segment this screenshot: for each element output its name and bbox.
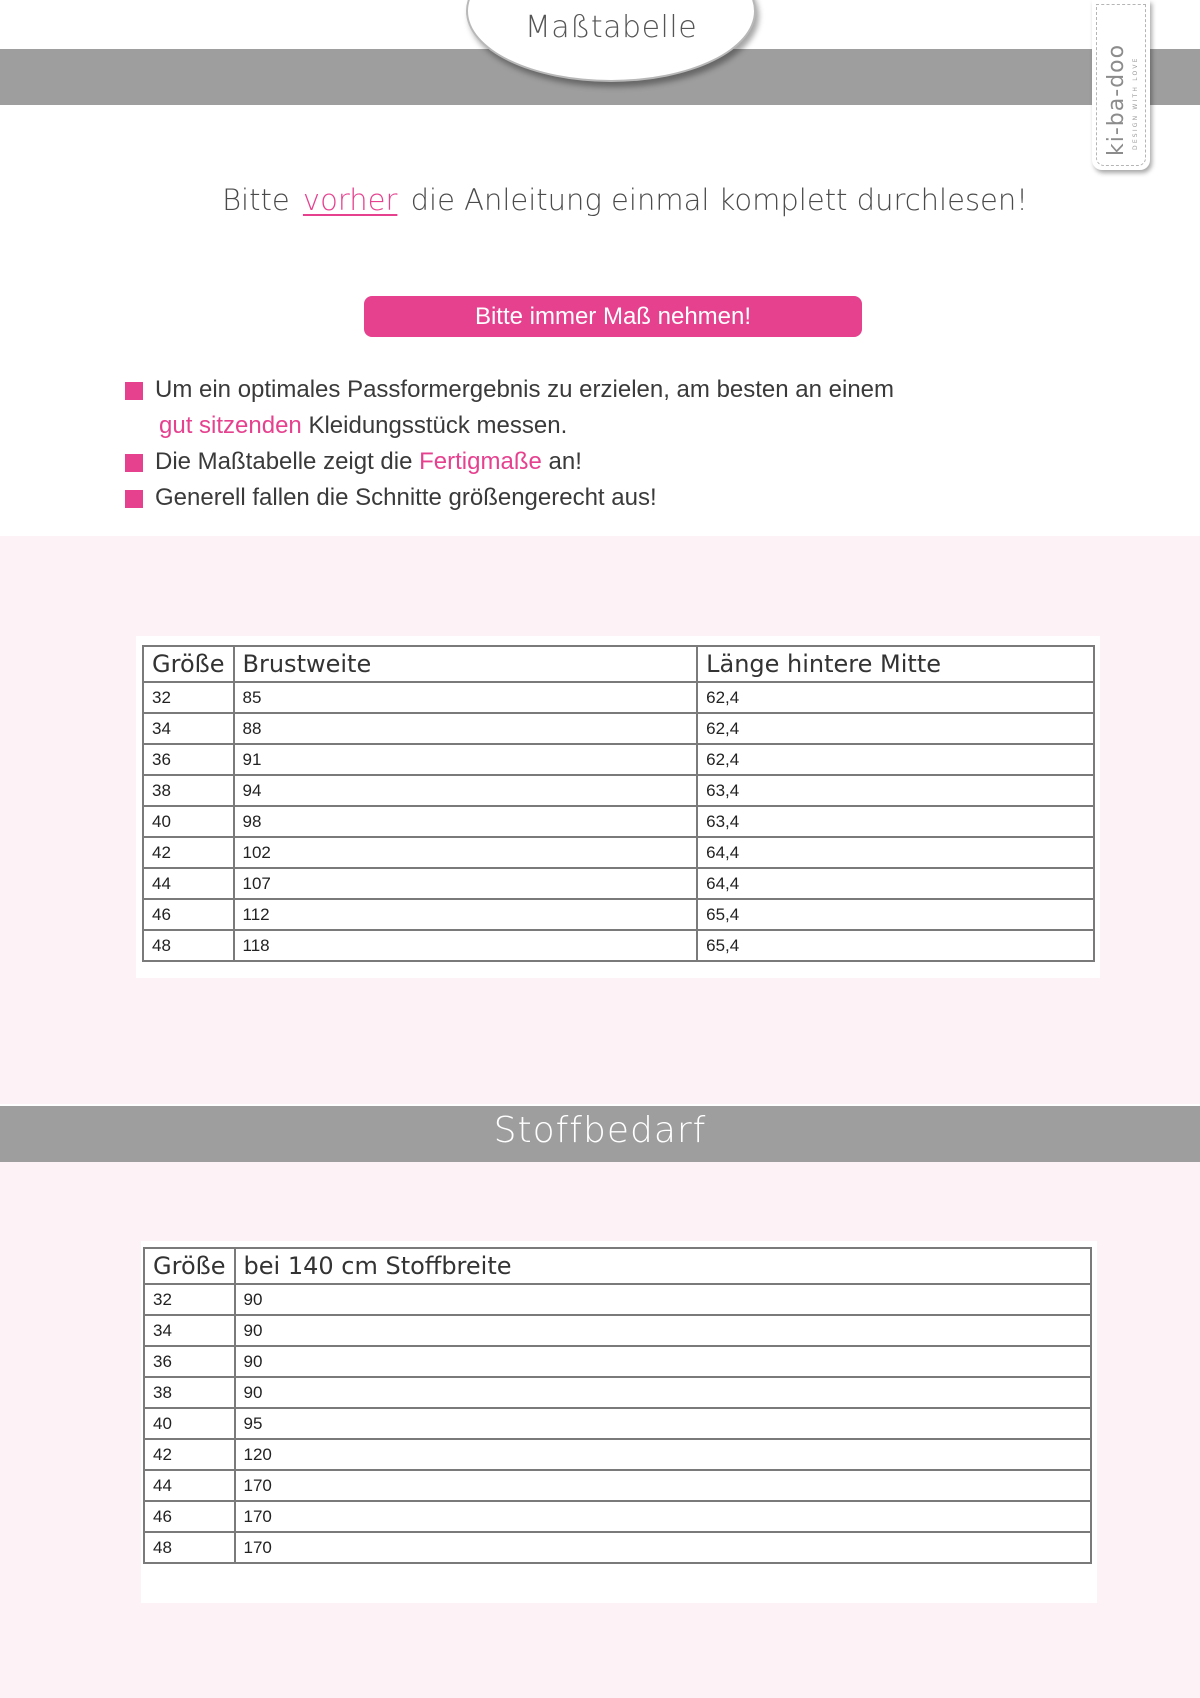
column-header: Brustweite <box>234 646 698 682</box>
bullet-highlight: gut sitzenden <box>159 412 302 439</box>
table-row <box>144 1408 1091 1439</box>
notice-banner: Bitte immer Maß nehmen! <box>364 296 862 337</box>
table-cell: 44 <box>144 1470 235 1501</box>
column-header: Größe <box>144 1248 235 1284</box>
table-cell: 120 <box>235 1439 1091 1470</box>
table-row <box>144 1532 1091 1563</box>
table-header-row <box>143 646 1094 682</box>
table-cell: 34 <box>144 1315 235 1346</box>
fabric-section-title: Stoffbedarf <box>493 1110 707 1151</box>
bullet-text: Um ein optimales Passformergebnis zu erzielen, am besten an einem <box>155 376 895 403</box>
table-cell: 88 <box>234 713 698 744</box>
instruction-list <box>125 372 1025 516</box>
table-cell: 170 <box>235 1470 1091 1501</box>
table-cell: 62,4 <box>697 744 1094 775</box>
table-cell: 85 <box>234 682 698 713</box>
table-cell: 94 <box>234 775 698 806</box>
table-row <box>143 930 1094 961</box>
table-row <box>143 744 1094 775</box>
size-table <box>142 645 1095 962</box>
table-cell: 90 <box>235 1284 1091 1315</box>
table-cell: 48 <box>143 930 234 961</box>
table-cell: 64,4 <box>697 837 1094 868</box>
bullet-text: Kleidungsstück messen. <box>301 412 568 439</box>
bullet-text: an! <box>541 448 582 475</box>
table-cell: 36 <box>144 1346 235 1377</box>
table-row <box>143 682 1094 713</box>
table-row <box>144 1377 1091 1408</box>
logo: ki-ba-doo <box>1104 43 1129 156</box>
table-cell: 90 <box>235 1346 1091 1377</box>
table-cell: 46 <box>144 1501 235 1532</box>
table-row <box>144 1346 1091 1377</box>
table-cell: 44 <box>143 868 234 899</box>
table-cell: 32 <box>144 1284 235 1315</box>
table-cell: 62,4 <box>697 713 1094 744</box>
list-item <box>125 444 1025 480</box>
table-cell: 38 <box>144 1377 235 1408</box>
table-cell: 98 <box>234 806 698 837</box>
intro-text <box>0 183 1200 217</box>
table-cell: 62,4 <box>697 682 1094 713</box>
intro-accent: vorher <box>302 183 398 217</box>
square-bullet-icon <box>125 382 143 400</box>
table-header-row <box>144 1248 1091 1284</box>
list-item <box>125 480 1025 516</box>
table-row <box>143 899 1094 930</box>
table-cell: 64,4 <box>697 868 1094 899</box>
table-cell: 65,4 <box>697 899 1094 930</box>
bullet-highlight: Fertigmaße <box>419 448 542 475</box>
list-item <box>125 372 1025 444</box>
table-cell: 48 <box>144 1532 235 1563</box>
table-row <box>144 1284 1091 1315</box>
table-row <box>144 1470 1091 1501</box>
table-cell: 32 <box>143 682 234 713</box>
table-cell: 112 <box>234 899 698 930</box>
table-row <box>143 837 1094 868</box>
table-cell: 38 <box>143 775 234 806</box>
table-cell: 40 <box>144 1408 235 1439</box>
table-cell: 42 <box>143 837 234 868</box>
table-row <box>143 713 1094 744</box>
table-row <box>143 775 1094 806</box>
table-row <box>144 1501 1091 1532</box>
table-cell: 91 <box>234 744 698 775</box>
fabric-table <box>143 1247 1092 1564</box>
table-cell: 107 <box>234 868 698 899</box>
bullet-continuation <box>155 408 1025 444</box>
table-cell: 36 <box>143 744 234 775</box>
square-bullet-icon <box>125 454 143 472</box>
intro-after: die Anleitung einmal komplett durchlesen! <box>410 183 1028 217</box>
table-cell: 90 <box>235 1315 1091 1346</box>
column-header: Länge hintere Mitte <box>697 646 1094 682</box>
table-cell: 170 <box>235 1532 1091 1563</box>
table-cell: 95 <box>235 1408 1091 1439</box>
table-row <box>143 868 1094 899</box>
intro-before: Bitte <box>222 183 290 217</box>
table-cell: 65,4 <box>697 930 1094 961</box>
table-cell: 102 <box>234 837 698 868</box>
bullet-text: Generell fallen die Schnitte größengerecht aus! <box>155 484 657 511</box>
table-cell: 63,4 <box>697 806 1094 837</box>
column-header: Größe <box>143 646 234 682</box>
table-cell: 118 <box>234 930 698 961</box>
column-header: bei 140 cm Stoffbreite <box>235 1248 1091 1284</box>
table-cell: 40 <box>143 806 234 837</box>
table-row <box>143 806 1094 837</box>
table-cell: 90 <box>235 1377 1091 1408</box>
square-bullet-icon <box>125 490 143 508</box>
table-cell: 170 <box>235 1501 1091 1532</box>
logo-tagline: DESIGN WITH LOVE <box>1132 56 1139 150</box>
page-title: Maßtabelle <box>524 10 698 45</box>
bullet-text: Die Maßtabelle zeigt die <box>155 448 420 475</box>
table-cell: 34 <box>143 713 234 744</box>
table-cell: 46 <box>143 899 234 930</box>
table-cell: 63,4 <box>697 775 1094 806</box>
table-row <box>144 1439 1091 1470</box>
table-cell: 42 <box>144 1439 235 1470</box>
table-row <box>144 1315 1091 1346</box>
